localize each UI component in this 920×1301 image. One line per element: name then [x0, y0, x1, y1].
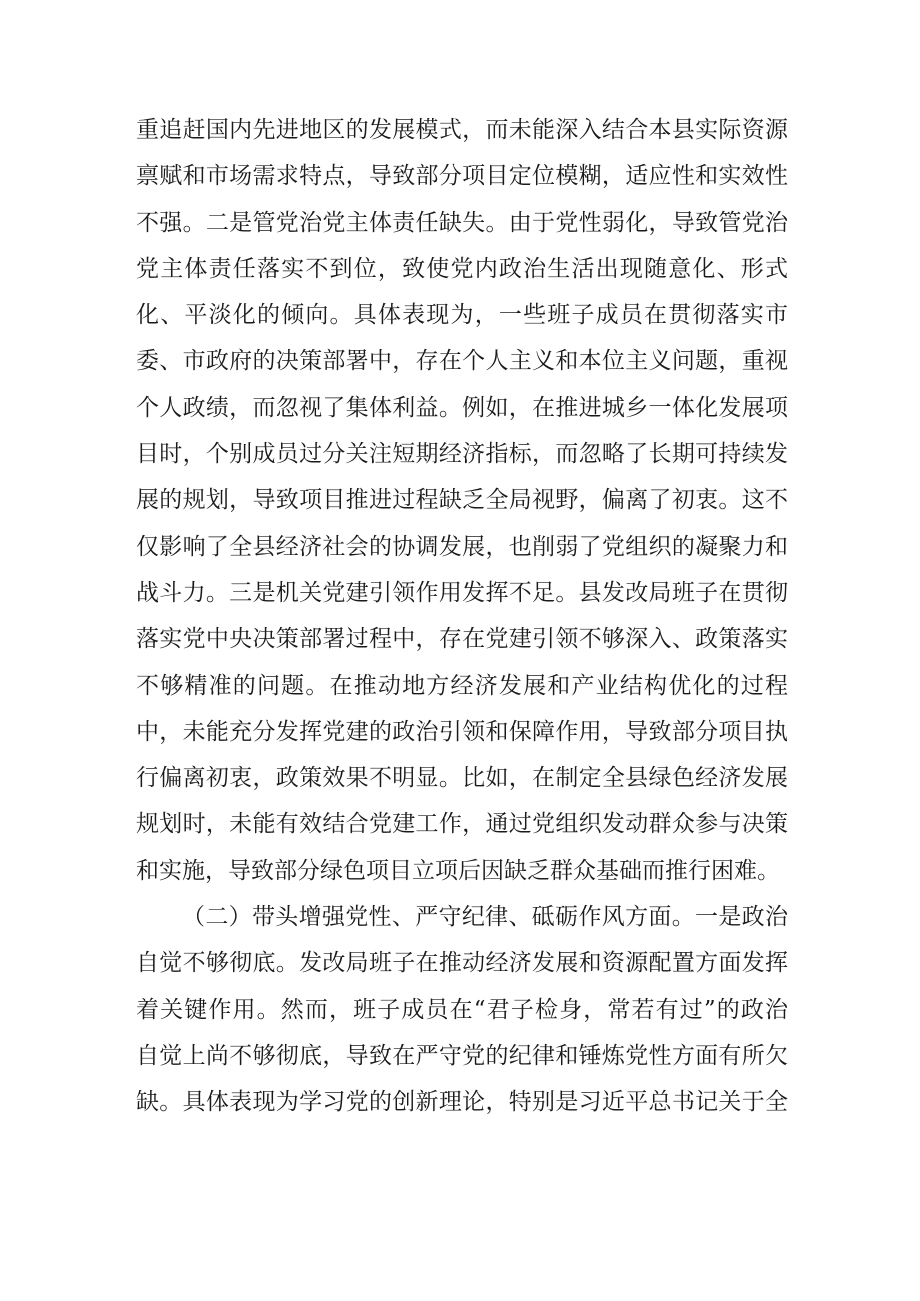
section-heading-line: （二）带头增强党性、严守纪律、砥砺作风方面。一是政治 [182, 904, 788, 931]
text-line-12: 落实党中央决策部署过程中，存在党建引领不够深入、政策落实 [136, 626, 788, 653]
text-line-13: 不够精准的问题。在推动地方经济发展和产业结构优化的过程 [136, 672, 788, 699]
text-line-14: 中，未能充分发挥党建的政治引领和保障作用，导致部分项目执 [136, 718, 788, 745]
text-line-19: 自觉不够彻底。发改局班子在推动经济发展和资源配置方面发挥 [136, 950, 788, 977]
text-line-15: 行偏离初衷，政策效果不明显。比如，在制定全县绿色经济发展 [136, 765, 788, 792]
text-line-3: 不强。二是管党治党主体责任缺失。由于党性弱化，导致管党治 [136, 209, 788, 236]
text-line-20: 着关键作用。然而，班子成员在“君子检身，常若有过”的政治 [136, 996, 788, 1023]
text-line-1: 重追赶国内先进地区的发展模式，而未能深入结合本县实际资源 [136, 117, 788, 143]
text-line-8: 目时，个别成员过分关注短期经济指标，而忽略了长期可持续发 [136, 441, 788, 468]
text-line-7: 个人政绩，而忽视了集体利益。例如，在推进城乡一体化发展项 [136, 394, 788, 421]
text-line-17: 和实施，导致部分绿色项目立项后因缺乏群众基础而推行困难。 [136, 857, 780, 884]
text-line-2: 禀赋和市场需求特点，导致部分项目定位模糊，适应性和实效性 [136, 163, 788, 190]
text-line-10: 仅影响了全县经济社会的协调发展，也削弱了党组织的凝聚力和 [136, 533, 788, 560]
text-line-21: 自觉上尚不够彻底，导致在严守党的纪律和锤炼党性方面有所欠 [136, 1042, 788, 1069]
text-line-9: 展的规划，导致项目推进过程缺乏全局视野，偏离了初衷。这不 [136, 487, 788, 514]
text-line-22: 缺。具体表现为学习党的创新理论，特别是习近平总书记关于全 [136, 1089, 788, 1116]
text-line-11: 战斗力。三是机关党建引领作用发挥不足。县发改局班子在贯彻 [136, 579, 788, 606]
text-line-4: 党主体责任落实不到位，致使党内政治生活出现随意化、形式 [136, 255, 788, 282]
text-line-5: 化、平淡化的倾向。具体表现为，一些班子成员在贯彻落实市 [136, 302, 788, 329]
body-text [136, 107, 788, 1126]
text-line-6: 委、市政府的决策部署中，存在个人主义和本位主义问题，重视 [136, 348, 788, 375]
text-line-16: 规划时，未能有效结合党建工作，通过党组织发动群众参与决策 [136, 811, 788, 838]
